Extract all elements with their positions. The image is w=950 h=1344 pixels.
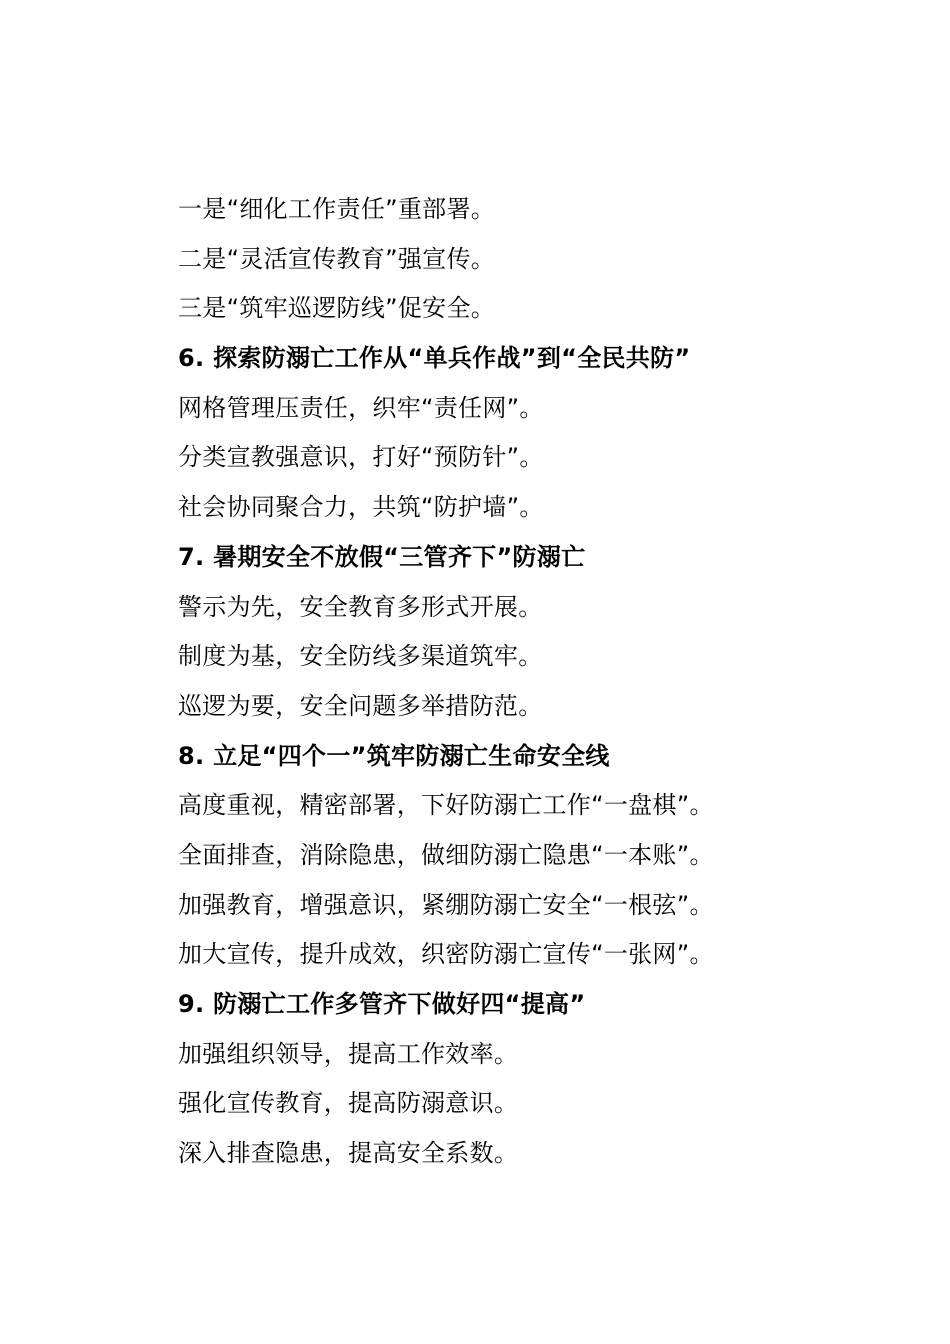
body-line: 制度为基，安全防线多渠道筑牢。: [178, 642, 543, 671]
body-line: 强化宣传教育，提高防溺意识。: [178, 1089, 519, 1118]
body-line: 社会协同聚合力，共筑“防护墙”。: [178, 493, 544, 522]
body-line: 网格管理压责任，织牢“责任网”。: [178, 393, 544, 422]
body-line: 全面排查，消除隐患，做细防溺亡隐患“一本账”。: [178, 840, 714, 869]
body-line: 加强教育，增强意识，紧绷防溺亡安全“一根弦”。: [178, 890, 714, 919]
body-line: 分类宣教强意识，打好“预防针”。: [178, 443, 544, 472]
body-line: 二是“灵活宣传教育”强宣传。: [178, 244, 496, 273]
body-line: 一是“细化工作责任”重部署。: [178, 195, 496, 223]
section-heading: 8. 立足“四个一”筑牢防溺亡生命安全线: [178, 741, 610, 770]
body-line: 高度重视，精密部署，下好防溺亡工作“一盘棋”。: [178, 791, 714, 820]
section-heading: 6. 探索防溺亡工作从“单兵作战”到“全民共防”: [178, 344, 691, 373]
body-line: 巡逻为要，安全问题多举措防范。: [178, 691, 543, 720]
body-line: 加大宣传，提升成效，织密防溺亡宣传“一张网”。: [178, 940, 714, 969]
document-body: [178, 185, 878, 1179]
section-heading: 7. 暑期安全不放假“三管齐下”防溺亡: [178, 542, 586, 571]
body-line: 深入排查隐患，提高安全系数。: [178, 1139, 519, 1168]
section-heading: 9. 防溺亡工作多管齐下做好四“提高”: [178, 990, 586, 1018]
body-line: 加强组织领导，提高工作效率。: [178, 1039, 519, 1068]
body-line: 三是“筑牢巡逻防线”促安全。: [178, 294, 496, 323]
body-line: 警示为先，安全教育多形式开展。: [178, 592, 543, 621]
